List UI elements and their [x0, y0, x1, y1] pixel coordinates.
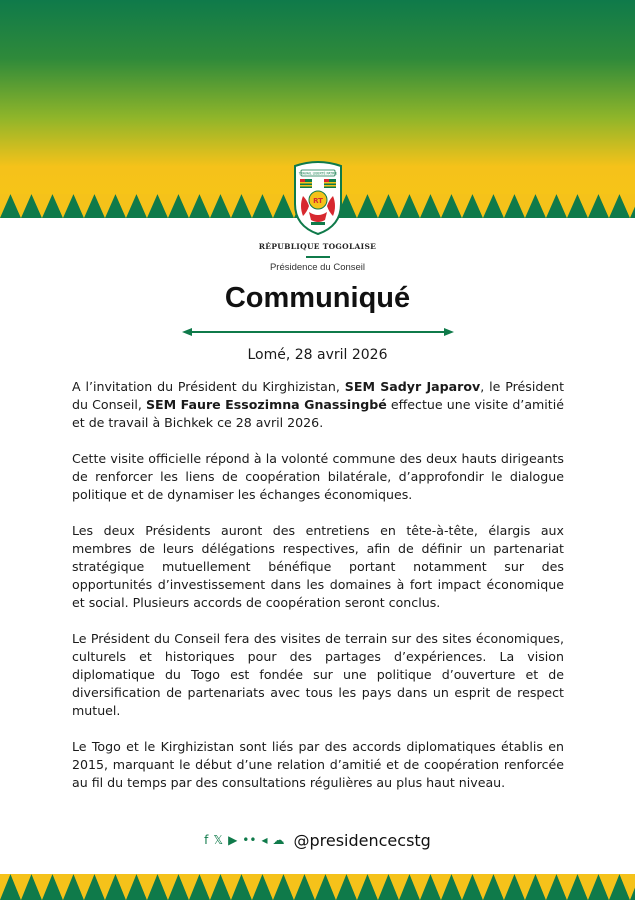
x-icon[interactable]: 𝕏 [213, 833, 224, 847]
soundcloud-icon[interactable]: ☁ [272, 833, 285, 847]
social-handle[interactable]: @presidencecstg [293, 830, 431, 850]
telegram-icon[interactable]: ◂ [261, 833, 268, 847]
emblem-motto: TRAVAIL LIBERTÉ PATRIE [298, 171, 338, 176]
republic-title: RÉPUBLIQUE TOGOLAISE [258, 242, 377, 251]
paragraph-3: Les deux Présidents auront des entretiens en tête-à-tête, élargis aux membres de leurs délégations respectives, afin de définir un partenariat stratégique mutuellement bénéfique portant notamment sur des opportunités d’investissement dans les domaines à fort impact économique et social. Plusieurs accords de coopération seront conclus. [72, 523, 564, 610]
paragraph-2: Cette visite officielle répond à la volonté commune des deux hauts dirigeants de renforcer les liens de coopération bilatérale, d’approfondir le dialogue politique et de dynamiser les échanges économiques. [72, 451, 564, 502]
office-subtitle: Présidence du Conseil [269, 262, 366, 273]
facebook-icon[interactable]: f [204, 833, 209, 847]
guest-president-name: SEM Sadyr Japarov [344, 379, 481, 394]
emblem-initials: RT [313, 197, 323, 205]
coat-of-arms-emblem [291, 160, 345, 236]
youtube-icon[interactable]: ▶ [228, 833, 238, 847]
togo-coat-of-arms-emblem-icon [291, 160, 345, 236]
paragraph-5: Le Togo et le Kirghizistan sont liés par des accords diplomatiques établis en 2015, marquant le début d’une relation d’amitié et de coopération renforcée au fil du temps par des consultations régulières au plus haut niveau. [72, 739, 564, 790]
council-president-name: SEM Faure Essozimna Gnassingbé [145, 397, 387, 412]
page-title: Communiqué [224, 282, 411, 314]
republic-underline [306, 256, 330, 258]
flickr-icon[interactable]: •• [242, 833, 257, 847]
footer-triangle-border [0, 874, 635, 900]
social-links [0, 829, 635, 851]
date-line: Lomé, 28 avril 2026 [247, 347, 388, 363]
title-divider [182, 327, 454, 337]
paragraph-1: A l’invitation du Président du Kirghizistan, SEM Sadyr Japarov, le Président du Conseil, SEM Faure Essozimna Gnassingbé effectue une visite d’amitié et de travail à Bichkek ce 28 avril 2026. [72, 379, 565, 430]
communique-body [72, 378, 564, 810]
paragraph-4: Le Président du Conseil fera des visites de terrain sur des sites économiques, culturels et historiques pour des partages d’expériences. La vision diplomatique du Togo est fondée sur une politique d’ouverture et de diversification de partenariats avec tous les pays dans un esprit de respect mutuel. [72, 631, 564, 718]
